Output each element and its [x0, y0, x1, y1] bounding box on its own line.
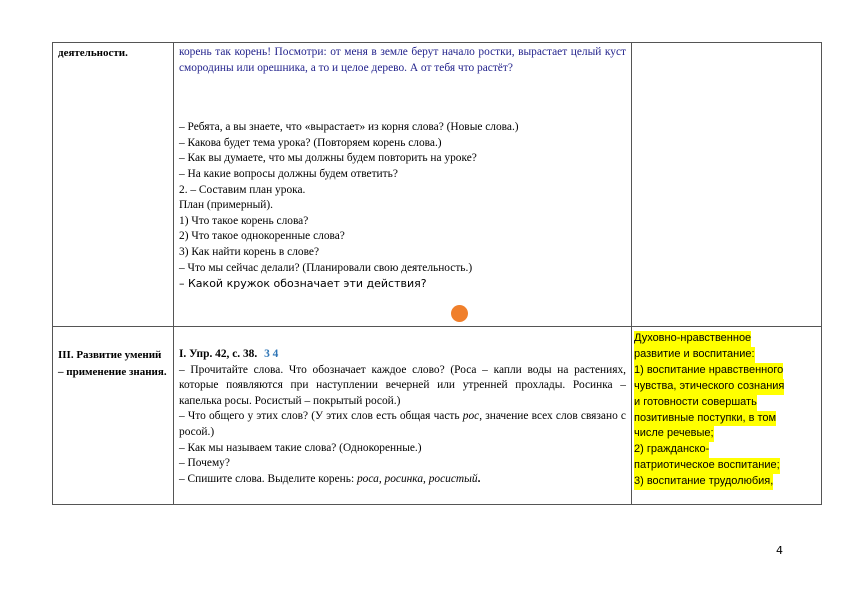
goals-cell	[632, 327, 822, 505]
text-line: – Почему?	[179, 457, 230, 470]
text-line: – Какова будет тема урока? (Повторяем корень слова.)	[179, 136, 442, 149]
text-line-sans: – Какой кружок обозначает эти действия?	[179, 277, 427, 291]
text-line: 2) Что такое однокоренные слова?	[179, 230, 345, 243]
lesson-plan-table	[52, 42, 822, 505]
goal-line: числе речевые;	[634, 426, 714, 442]
text-line: – Спишите слова. Выделите корень: роса, росинка, росистый.	[179, 472, 481, 485]
text-line: – Как вы думаете, что мы должны будем повторить на уроке?	[179, 152, 477, 165]
stage-cell	[53, 43, 174, 327]
goal-line: развитие и воспитание:	[634, 347, 755, 363]
table-row	[53, 43, 822, 327]
goal-line: патриотическое воспитание;	[634, 458, 780, 474]
goal-line: и готовности совершать	[634, 395, 757, 411]
stage-cell	[53, 327, 174, 505]
text-line: 1) Что такое корень слова?	[179, 214, 309, 227]
pointer-cursor-icon	[451, 305, 468, 322]
exercise-title: I. Упр. 42, с. 38.	[179, 348, 258, 360]
goal-line: чувства, этического сознания	[634, 379, 784, 395]
goal-line: 3) воспитание трудолюбия,	[634, 474, 773, 490]
goal-line: 2) гражданско-	[634, 442, 709, 458]
exercise-heading	[179, 347, 626, 363]
content-cell	[174, 43, 632, 327]
exercise-numbers: 3 4	[264, 348, 279, 360]
text-line: – Что мы сейчас делали? (Планировали свою деятельность.)	[179, 261, 473, 274]
page-number: 4	[776, 544, 783, 557]
goals-cell-empty	[632, 43, 822, 327]
table-row	[53, 327, 822, 505]
text-line: План (примерный).	[179, 199, 274, 212]
content-cell	[174, 327, 632, 505]
text-line: – На какие вопросы должны будем ответить?	[179, 167, 398, 180]
text-line: – Как мы называем такие слова? (Однокоренные.)	[179, 441, 422, 454]
paragraph: – Что общего у этих слов? (У этих слов есть общая часть рос, значение всех слов связано с росой.)	[179, 410, 626, 438]
stage-label: III. Развитие умений – применение знания.	[58, 349, 167, 378]
paragraph: – Прочитайте слова. Что обозначает каждое слово? (Роса – капли воды на растениях, которые появляются при наступлении вечерней или утренней прохлады. Росинка – капелька росы. Росистый – покрытый росой.)	[179, 363, 626, 407]
blue-paragraph: корень так корень! Посмотри: от меня в земле берут начало ростки, вырастает целый куст смородины или орешника, а то и целое дерево. А от тебя что растёт?	[179, 46, 626, 74]
stage-label: деятельности.	[58, 47, 128, 59]
text-line: – Ребята, а вы знаете, что «вырастает» из корня слова? (Новые слова.)	[179, 121, 519, 134]
text-line: 2. – Составим план урока.	[179, 183, 306, 196]
goal-line: позитивные поступки, в том	[634, 411, 776, 427]
text-line: 3) Как найти корень в слове?	[179, 245, 320, 258]
goal-line: Духовно-нравственное	[634, 331, 751, 347]
goal-line: 1) воспитание нравственного	[634, 363, 783, 379]
